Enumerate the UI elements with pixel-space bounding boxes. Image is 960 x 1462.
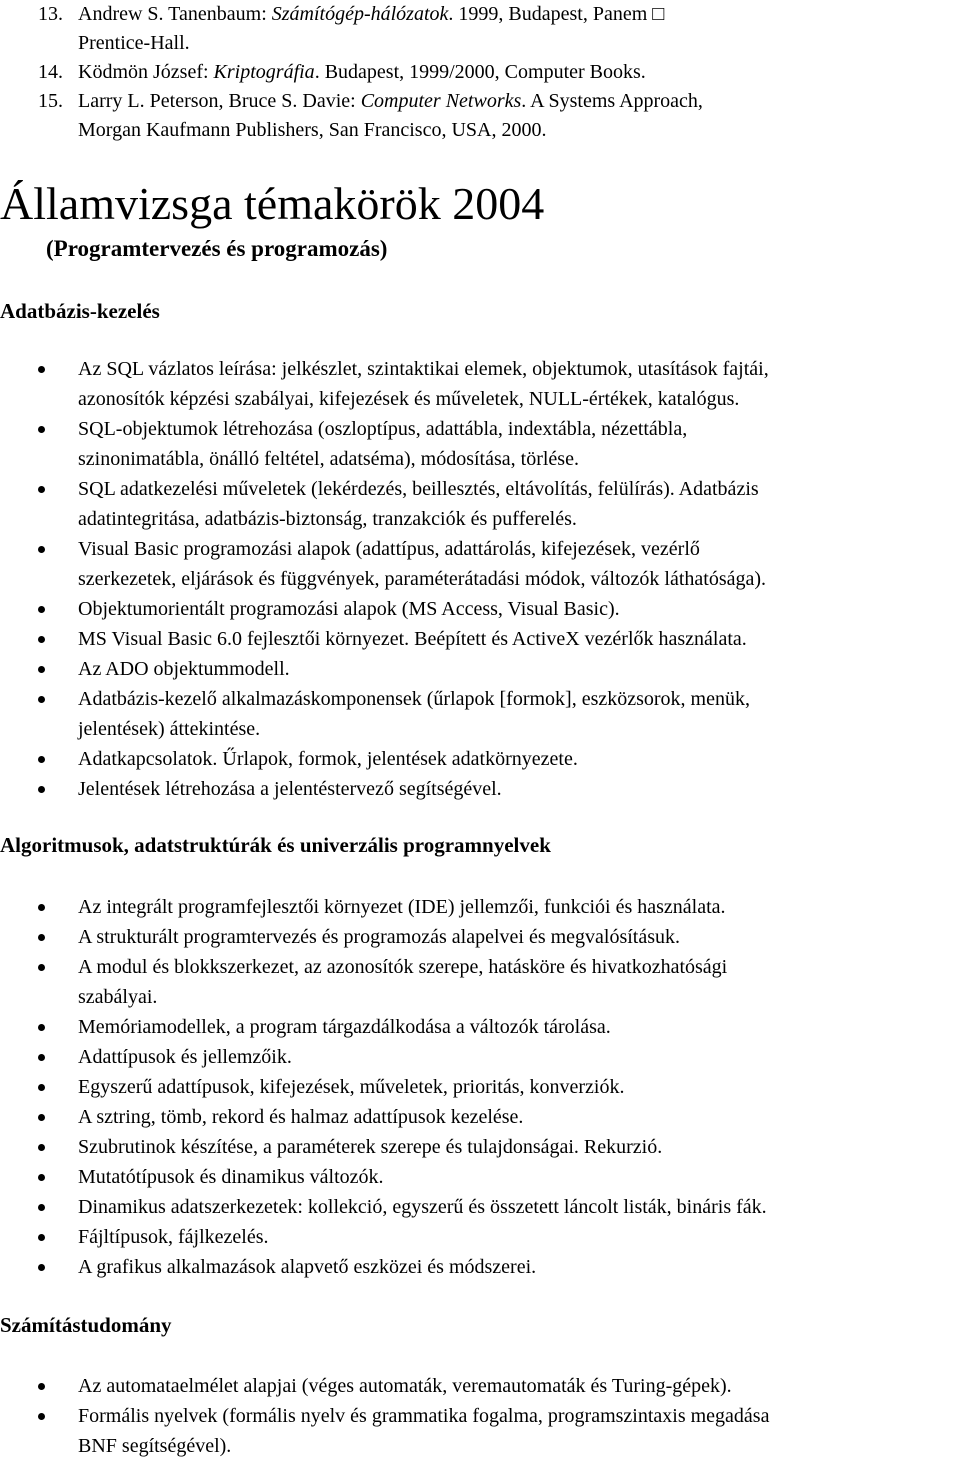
bullet-icon	[38, 1054, 45, 1061]
bullet-icon	[38, 1174, 45, 1181]
list-item-text: Az automataelmélet alapjai (véges automaták, veremautomaták és Turing-gépek).	[78, 1375, 732, 1397]
bullet-icon	[38, 756, 45, 763]
bullet-icon	[38, 366, 45, 373]
list-item	[0, 684, 960, 744]
list-item	[0, 952, 960, 1012]
reference-line	[78, 0, 960, 29]
list-item	[0, 1132, 960, 1162]
reference-list	[0, 0, 960, 145]
list-item	[0, 892, 960, 922]
reference-text: Andrew S. Tanenbaum:	[78, 3, 272, 25]
list-item-text: Visual Basic programozási alapok (adattípus, adattárolás, kifejezések, vezérlő	[78, 538, 700, 560]
reference-text: . 1999, Budapest, Panem □	[448, 3, 665, 25]
bullet-icon	[38, 1024, 45, 1031]
list-item-text: adatintegritása, adatbázis-biztonság, tranzakciók és pufferelés.	[78, 508, 577, 530]
bullet-icon	[38, 1084, 45, 1091]
list-item-text: Memóriamodellek, a program tárgazdálkodása a változók tárolása.	[78, 1016, 611, 1038]
list-item	[0, 1102, 960, 1132]
list-item-text: BNF segítségével).	[78, 1435, 232, 1457]
bullet-icon	[38, 666, 45, 673]
reference-text: Ködmön József:	[78, 61, 214, 83]
reference-text: Prentice-Hall.	[78, 32, 190, 54]
reference-item	[0, 87, 960, 145]
bullet-icon	[38, 426, 45, 433]
list-item-text: Adatkapcsolatok. Űrlapok, formok, jelentések adatkörnyezete.	[78, 748, 578, 770]
list-item	[0, 1371, 960, 1401]
list-item-text: azonosítók képzési szabályai, kifejezések és műveletek, NULL-értékek, katalógus.	[78, 388, 740, 410]
list-item	[0, 534, 960, 594]
reference-number: 15.	[38, 90, 63, 112]
bullet-icon	[38, 1264, 45, 1271]
list-item	[0, 744, 960, 774]
list-item-text: A strukturált programtervezés és programozás alapelvei és megvalósításuk.	[78, 926, 681, 948]
page-title: Államvizsga témakörök 2004	[0, 178, 545, 229]
list-item	[0, 774, 960, 804]
reference-line	[78, 29, 960, 58]
list-item-text: szabályai.	[78, 986, 158, 1008]
list-item	[0, 1072, 960, 1102]
list-item-text: Formális nyelvek (formális nyelv és grammatika fogalma, programszintaxis megadása	[78, 1405, 770, 1427]
reference-text: . A Systems Approach,	[521, 90, 703, 112]
bullet-icon	[38, 546, 45, 553]
list-item-text: Az integrált programfejlesztői környezet (IDE) jellemzői, funkciói és használata.	[78, 896, 726, 918]
list-item	[0, 922, 960, 952]
list-item	[0, 354, 960, 414]
bullet-icon	[38, 904, 45, 911]
list-item	[0, 594, 960, 624]
list-item	[0, 1042, 960, 1072]
list-item-text: SQL-objektumok létrehozása (oszloptípus, adattábla, indextábla, nézettábla,	[78, 418, 688, 440]
list-item-text: Szubrutinok készítése, a paraméterek szerepe és tulajdonságai. Rekurzió.	[78, 1136, 663, 1158]
bullet-icon	[38, 636, 45, 643]
list-item	[0, 654, 960, 684]
list-item	[0, 1252, 960, 1282]
list-item-text: SQL adatkezelési műveletek (lekérdezés, beillesztés, eltávolítás, felülírás). Adatbázis	[78, 478, 759, 500]
bullet-icon	[38, 606, 45, 613]
list-item-text: Az ADO objektummodell.	[78, 658, 290, 680]
bullet-icon	[38, 486, 45, 493]
bullet-icon	[38, 1413, 45, 1420]
bullet-icon	[38, 1204, 45, 1211]
bullet-icon	[38, 1114, 45, 1121]
list-item	[0, 624, 960, 654]
reference-text: Morgan Kaufmann Publishers, San Francisco, USA, 2000.	[78, 119, 547, 141]
list-item-text: Mutatótípusok és dinamikus változók.	[78, 1166, 384, 1188]
page-subtitle: (Programtervezés és programozás)	[46, 236, 388, 261]
list-item-text: Adatbázis-kezelő alkalmazáskomponensek (űrlapok [formok], eszközsorok, menük,	[78, 688, 750, 710]
list-item-text: szinonimatábla, önálló feltétel, adatséma), módosítása, törlése.	[78, 448, 579, 470]
topic-list-adatbazis	[0, 354, 960, 804]
bullet-icon	[38, 1383, 45, 1390]
reference-number: 14.	[38, 61, 63, 83]
list-item-text: Egyszerű adattípusok, kifejezések, műveletek, prioritás, konverziók.	[78, 1076, 625, 1098]
reference-text: Larry L. Peterson, Bruce S. Davie:	[78, 90, 361, 112]
bullet-icon	[38, 1144, 45, 1151]
bullet-icon	[38, 696, 45, 703]
section-heading-adatbazis: Adatbázis-kezelés	[0, 299, 160, 323]
topic-list-algoritmusok	[0, 892, 960, 1282]
reference-text: . Budapest, 1999/2000, Computer Books.	[314, 61, 646, 83]
list-item	[0, 1222, 960, 1252]
reference-item	[0, 0, 960, 58]
bullet-icon	[38, 934, 45, 941]
bullet-icon	[38, 786, 45, 793]
list-item	[0, 414, 960, 474]
list-item-text: MS Visual Basic 6.0 fejlesztői környezet. Beépített és ActiveX vezérlők használata.	[78, 628, 747, 650]
list-item-text: Dinamikus adatszerkezetek: kollekció, egyszerű és összetett láncolt listák, bináris fák.	[78, 1196, 767, 1218]
list-item-text: A sztring, tömb, rekord és halmaz adattípusok kezelése.	[78, 1106, 524, 1128]
reference-line	[78, 87, 960, 116]
bullet-icon	[38, 964, 45, 971]
reference-title: Computer Networks	[360, 90, 522, 112]
reference-line	[78, 116, 960, 145]
list-item-text: Jelentések létrehozása a jelentéstervező segítségével.	[78, 778, 502, 800]
list-item	[0, 1192, 960, 1222]
list-item-text: A grafikus alkalmazások alapvető eszközei és módszerei.	[78, 1256, 537, 1278]
section-heading-algoritmusok: Algoritmusok, adatstruktúrák és univerzális programnyelvek	[0, 833, 551, 857]
list-item	[0, 1162, 960, 1192]
list-item-text: jelentések) áttekintése.	[78, 718, 261, 740]
reference-number: 13.	[38, 3, 63, 25]
list-item-text: szerkezetek, eljárások és függvények, paraméterátadási módok, változók láthatósága).	[78, 568, 767, 590]
list-item	[0, 1401, 960, 1461]
list-item	[0, 1012, 960, 1042]
list-item-text: Adattípusok és jellemzőik.	[78, 1046, 292, 1068]
section-heading-szamitastudomany: Számítástudomány	[0, 1313, 172, 1337]
topic-list-szamitastudomany	[0, 1371, 960, 1461]
reference-title: Számítógép-hálózatok	[271, 3, 449, 25]
bullet-icon	[38, 1234, 45, 1241]
reference-title: Kriptográfia	[213, 61, 315, 83]
list-item-text: Fájltípusok, fájlkezelés.	[78, 1226, 269, 1248]
list-item	[0, 474, 960, 534]
list-item-text: Az SQL vázlatos leírása: jelkészlet, szintaktikai elemek, objektumok, utasítások fajtái,	[78, 358, 769, 380]
reference-item	[0, 58, 960, 87]
list-item-text: A modul és blokkszerkezet, az azonosítók szerepe, hatásköre és hivatkozhatósági	[78, 956, 728, 978]
reference-line	[78, 58, 960, 87]
list-item-text: Objektumorientált programozási alapok (MS Access, Visual Basic).	[78, 598, 620, 620]
